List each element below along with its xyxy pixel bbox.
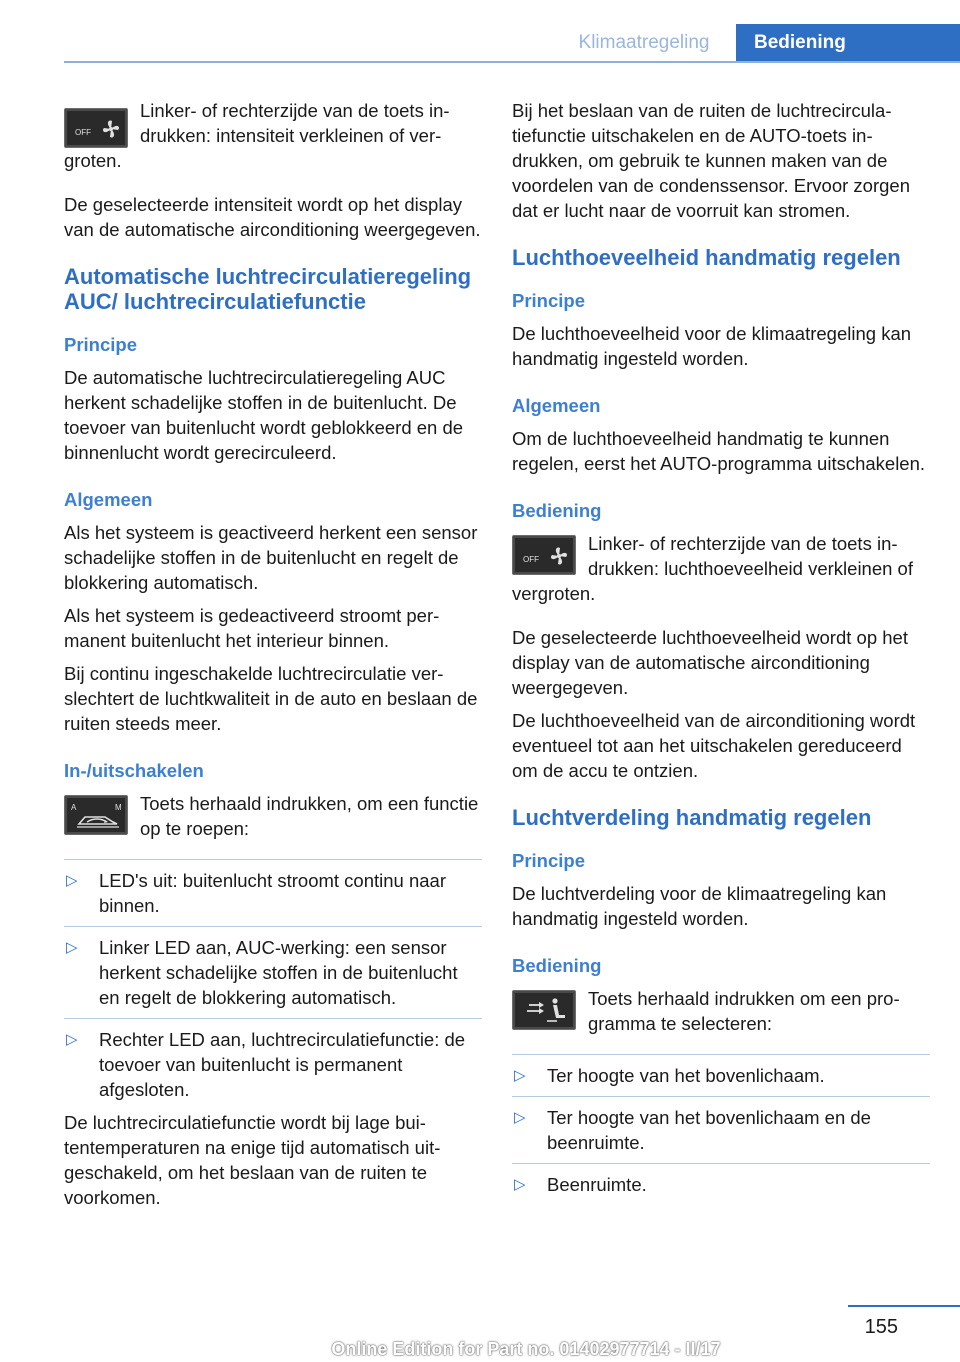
- svg-text:A: A: [71, 803, 77, 812]
- footer-rule: [848, 1305, 960, 1307]
- paragraph: De luchtrecirculatiefunctie wordt bij lage buitentemperaturen na enige tijd automatisch uitgeschakeld, om het beslaan van de ruiten te voorkomen.: [64, 1112, 441, 1208]
- air-distribution-list: [512, 1054, 930, 1205]
- list-item: ▷ Ter hoogte van het bovenlichaam en de beenruimte.: [512, 1096, 930, 1163]
- subheading-bediening: Bediening: [512, 955, 602, 976]
- paragraph: Toets herhaald indrukken om een programma te selecteren:: [588, 988, 900, 1034]
- paragraph: Bij het beslaan van de ruiten de luchtrecirculatiefunctie uitschakelen en de AUTO-toets indrukken, om gebruik te kunnen maken van de voordelen van de condenssensor. Ervoor zorgen dat er lucht naar de voorruit kan stromen.: [512, 100, 911, 221]
- triangle-right-icon: ▷: [514, 1176, 526, 1193]
- svg-text:OFF: OFF: [523, 555, 539, 564]
- paragraph: De geselecteerde luchthoeveelheid wordt op het display van de automatische airconditioning weergegeven.: [512, 627, 908, 698]
- list-item: ▷ Rechter LED aan, luchtrecirculatiefunctie: de toevoer van buitenlucht is permanent afgesloten.: [64, 1018, 482, 1110]
- paragraph: De luchthoeveelheid van de airconditioning wordt eventueel tot aan het uitschakelen gereduceerd om de accu te ontzien.: [512, 710, 916, 781]
- left-column: [64, 98, 482, 1210]
- right-column: [512, 98, 930, 1205]
- paragraph: De automatische luchtrecirculatieregeling AUC herkent schadelijke stoffen in de buitenlucht. De toevoer van buitenlucht wordt geblokkeerd en de binnenlucht wordt gerecirculeerd.: [64, 367, 464, 463]
- paragraph: Linker- of rechterzijde van de toets indrukken: intensiteit verkleinen of vergroten.: [64, 100, 450, 171]
- svg-text:M: M: [115, 803, 122, 812]
- subheading-algemeen: Algemeen: [512, 395, 601, 416]
- paragraph: De luchtverdeling voor de klimaatregeling kan handmatig ingesteld worden.: [512, 883, 887, 929]
- subheading-bediening: Bediening: [512, 500, 602, 521]
- fan-intensity-instruction: [64, 98, 482, 173]
- paragraph: Linker- of rechterzijde van de toets indrukken: luchthoeveelheid verkleinen of vergroten.: [512, 533, 913, 604]
- subheading-principe: Principe: [64, 334, 137, 355]
- edition-footer: Online Edition for Part no. 01402977714 - II/17: [331, 1339, 721, 1359]
- list-item: ▷ LED's uit: buitenlucht stroomt continu naar binnen.: [64, 859, 482, 926]
- section-heading-luchtverdeling: Luchtverdeling handmatig regelen: [512, 805, 872, 830]
- page-number: 155: [864, 1316, 898, 1338]
- fan-off-button-icon: [64, 108, 128, 148]
- auc-recirculation-button-icon: [64, 795, 128, 835]
- air-quantity-instruction: [512, 531, 930, 606]
- list-item: ▷ Ter hoogte van het bovenlichaam.: [512, 1054, 930, 1096]
- triangle-right-icon: ▷: [514, 1067, 526, 1084]
- triangle-right-icon: ▷: [514, 1109, 526, 1126]
- paragraph: De geselecteerde intensiteit wordt op het display van de automatische airconditioning weergegeven.: [64, 194, 481, 240]
- subheading-principe: Principe: [512, 290, 585, 311]
- list-item: ▷ Beenruimte.: [512, 1163, 930, 1205]
- recirculation-mode-list: [64, 859, 482, 1110]
- list-item: ▷ Linker LED aan, AUC-werking: een sensor herkent schadelijke stoffen in de buitenlucht en regelt de blokkering automatisch.: [64, 926, 482, 1018]
- recirculation-instruction: [64, 791, 482, 841]
- triangle-right-icon: ▷: [66, 872, 78, 889]
- paragraph: Als het systeem is gedeactiveerd stroomt permanent buitenlucht het interieur binnen.: [64, 605, 440, 651]
- header-section-title: Klimaatregeling: [578, 32, 710, 53]
- paragraph: De luchthoeveelheid voor de klimaatregeling kan handmatig ingesteld worden.: [512, 323, 912, 369]
- triangle-right-icon: ▷: [66, 939, 78, 956]
- triangle-right-icon: ▷: [66, 1031, 78, 1048]
- air-distribution-instruction: [512, 986, 930, 1036]
- header-active-tab: Bediening: [736, 24, 960, 63]
- subheading-algemeen: Algemeen: [64, 489, 153, 510]
- section-heading-auc: Automatische luchtrecirculatieregeling AUC/ luchtrecirculatiefunctie: [64, 264, 472, 314]
- subheading-in-uitschakelen: In-/uitschakelen: [64, 760, 204, 781]
- paragraph: Als het systeem is geactiveerd herkent een sensor schadelijke stoffen in de buitenlucht en regelt de blokkering automatisch.: [64, 522, 478, 593]
- paragraph: Bij continu ingeschakelde luchtrecirculatie verslechtert de luchtkwaliteit in de auto en beslaan de ruiten steeds meer.: [64, 663, 478, 734]
- section-heading-luchthoeveelheid: Luchthoeveelheid handmatig regelen: [512, 245, 901, 270]
- subheading-principe: Principe: [512, 850, 585, 871]
- paragraph: Toets herhaald indrukken, om een functie op te roepen:: [140, 793, 479, 839]
- air-distribution-button-icon: [512, 990, 576, 1030]
- svg-text:OFF: OFF: [75, 128, 91, 137]
- header-rule: [64, 61, 960, 63]
- paragraph: Om de luchthoeveelheid handmatig te kunnen regelen, eerst het AUTO-programma uitschakelen.: [512, 428, 926, 474]
- fan-off-button-icon: [512, 535, 576, 575]
